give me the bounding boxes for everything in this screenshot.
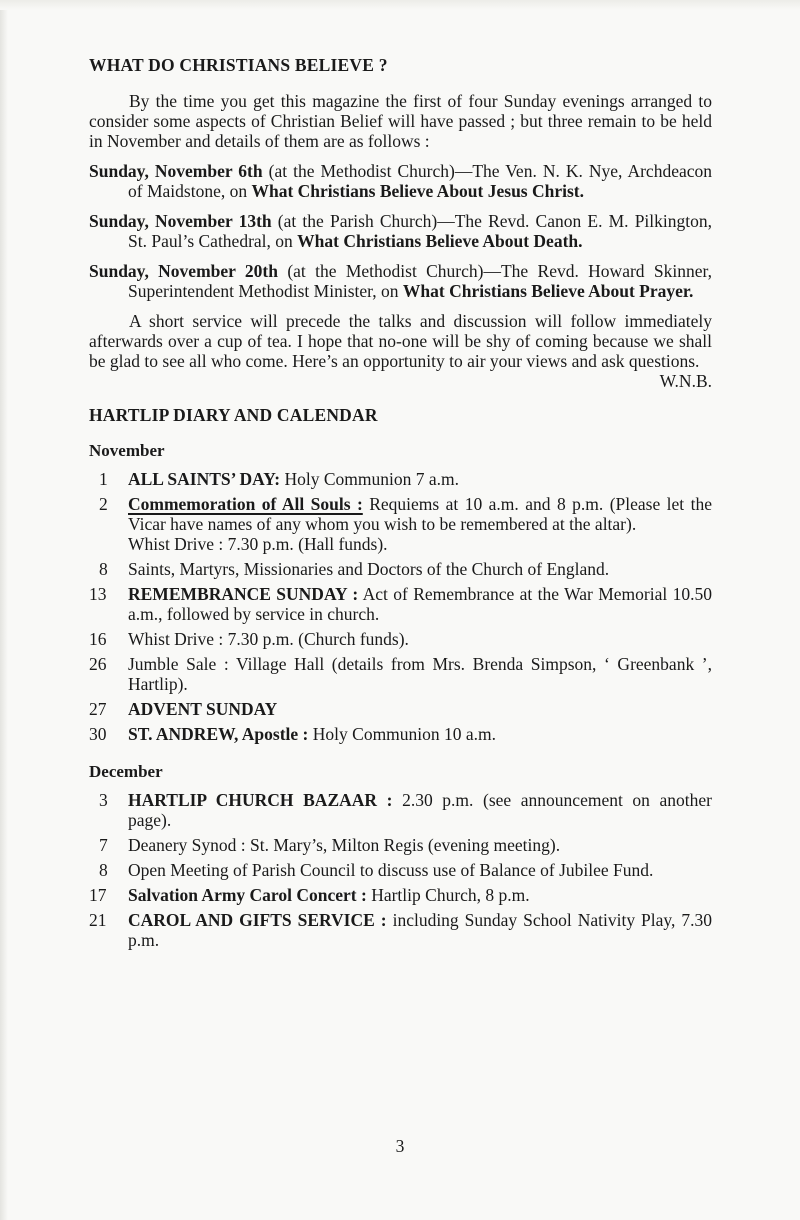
entry-day: 3	[99, 790, 108, 810]
entry-day: 7	[99, 835, 108, 855]
entry-text: Whist Drive : 7.30 p.m. (Church funds).	[128, 629, 409, 649]
entry-title: CAROL AND GIFTS SERVICE :	[128, 910, 387, 930]
diary-entry	[89, 584, 712, 624]
talk-date: Sunday, November 20th	[89, 261, 278, 281]
article-intro: By the time you get this magazine the first of four Sunday evenings arranged to consider some aspects of Christian Belief will have passed ; but three remain to be held in November and details of them are as follows :	[89, 91, 712, 151]
talk-item	[89, 161, 712, 201]
entry-day: 27	[89, 699, 107, 719]
diary-entry	[89, 559, 712, 579]
entry-text: Holy Communion 10 a.m.	[308, 724, 497, 744]
entry-title: REMEMBRANCE SUNDAY :	[128, 584, 359, 604]
entry-day: 17	[89, 885, 107, 905]
talk-detail: (at the Methodist Church)—The Revd. Howard Skinner, Superintendent Methodist Minister, on	[128, 261, 712, 301]
diary-entry	[89, 885, 712, 905]
entry-text: Act of Remembrance at the War Memorial 10.50 a.m., followed by service in church.	[128, 584, 712, 624]
diary-entry	[89, 790, 712, 830]
entry-extra: Whist Drive : 7.30 p.m. (Hall funds).	[128, 534, 388, 554]
talk-detail: (at the Methodist Church)—The Ven. N. K. Nye, Archdeacon of Maidstone, on	[128, 161, 713, 201]
entry-title: Salvation Army Carol Concert :	[128, 885, 367, 905]
diary-entry	[89, 699, 712, 719]
diary-entry	[89, 835, 712, 855]
diary-entry	[89, 910, 712, 950]
month-heading-november: November	[89, 441, 165, 460]
entry-day: 16	[89, 629, 107, 649]
talk-topic: What Christians Believe About Death.	[297, 231, 583, 251]
entry-text: Open Meeting of Parish Council to discuss use of Balance of Jubilee Fund.	[128, 860, 654, 880]
entry-title: ADVENT SUNDAY	[128, 699, 278, 719]
entry-text: Jumble Sale : Village Hall (details from Mrs. Brenda Simpson, ‘ Greenbank ’, Hartlip).	[128, 654, 712, 694]
entry-day: 13	[89, 584, 107, 604]
entry-text: Requiems at 10 a.m. and 8 p.m. (Please let the Vicar have names of any whom you wish to be remembered at the altar).	[128, 494, 712, 534]
talk-detail: (at the Parish Church)—The Revd. Canon E. M. Pilkington, St. Paul’s Cathedral, on	[128, 211, 712, 251]
diary-entry	[89, 654, 712, 694]
diary-entry	[89, 494, 712, 554]
diary-title: HARTLIP DIARY AND CALENDAR	[89, 405, 378, 425]
diary-entry	[89, 629, 712, 649]
entry-text: including Sunday School Nativity Play, 7.30 p.m.	[128, 910, 712, 950]
page-number: 3	[395, 1136, 405, 1156]
magazine-page	[89, 55, 712, 955]
talk-date: Sunday, November 6th	[89, 161, 263, 181]
entry-title: Commemoration of All Souls :	[128, 494, 363, 514]
page-top-shadow	[0, 0, 800, 10]
entry-day: 8	[99, 860, 108, 880]
article-title: WHAT DO CHRISTIANS BELIEVE ?	[89, 55, 388, 75]
page-edge-shadow	[0, 0, 8, 1220]
entry-text: Holy Communion 7 a.m.	[280, 469, 459, 489]
article-closing: A short service will precede the talks and discussion will follow immediately afterwards over a cup of tea. I hope that no-one will be shy of coming because we shall be glad to see all who come. Here’s an opportunity to air your views and ask questions.	[89, 311, 712, 371]
talk-item	[89, 261, 712, 301]
entry-day: 2	[99, 494, 108, 514]
month-heading-december: December	[89, 762, 163, 781]
entry-day: 30	[89, 724, 107, 744]
entry-day: 26	[89, 654, 107, 674]
entry-text: 2.30 p.m. (see announcement on another page).	[128, 790, 713, 830]
talk-item	[89, 211, 712, 251]
diary-entry	[89, 724, 712, 744]
talk-topic: What Christians Believe About Prayer.	[402, 281, 694, 301]
entry-title: ST. ANDREW, Apostle :	[128, 724, 309, 744]
entry-text: Deanery Synod : St. Mary’s, Milton Regis (evening meeting).	[128, 835, 561, 855]
entry-day: 21	[89, 910, 107, 930]
entry-text: Hartlip Church, 8 p.m.	[366, 885, 530, 905]
entry-day: 8	[99, 559, 108, 579]
talk-topic: What Christians Believe About Jesus Christ.	[251, 181, 584, 201]
diary-entry	[89, 469, 712, 489]
diary-entry	[89, 860, 712, 880]
entry-title: HARTLIP CHURCH BAZAAR :	[128, 790, 393, 810]
talk-date: Sunday, November 13th	[89, 211, 272, 231]
entry-day: 1	[99, 469, 108, 489]
entry-text: Saints, Martyrs, Missionaries and Doctors of the Church of England.	[128, 559, 610, 579]
article-signature: W.N.B.	[659, 371, 712, 391]
entry-title: ALL SAINTS’ DAY:	[128, 469, 281, 489]
